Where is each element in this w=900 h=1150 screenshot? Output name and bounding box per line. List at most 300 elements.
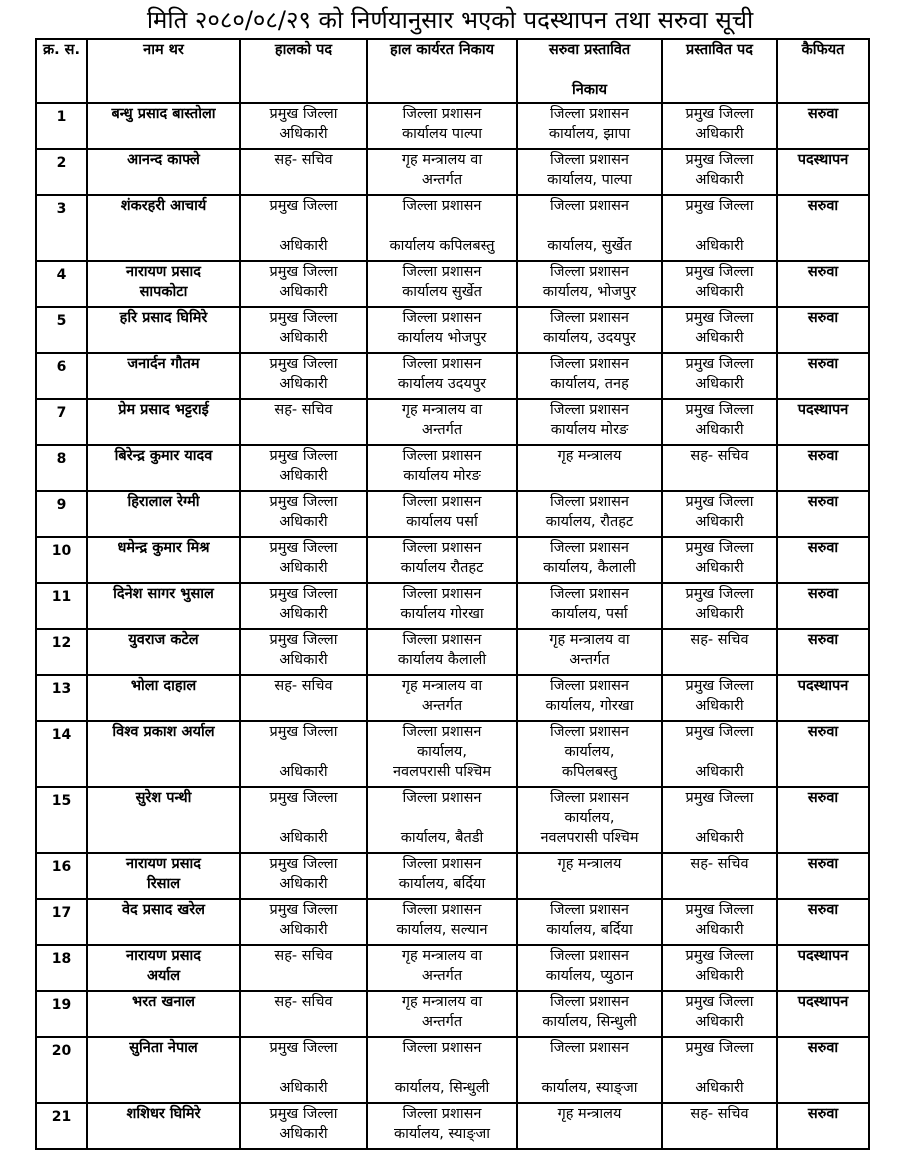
current-office-cell-line: कार्यालय, xyxy=(417,744,467,760)
proposed-post-cell-line: अधिकारी xyxy=(695,698,744,714)
current-post-cell xyxy=(240,261,367,307)
serial-number-cell: 19 xyxy=(36,991,87,1037)
serial-number-cell: 9 xyxy=(36,491,87,537)
current-post-cell-line xyxy=(243,742,364,762)
proposed-post-cell-line: प्रमुख जिल्ला xyxy=(685,264,754,280)
serial-number-cell: 13 xyxy=(36,675,87,721)
proposed-post-cell-line: प्रमुख जिल्ला xyxy=(685,790,754,806)
proposed-post-cell xyxy=(662,991,777,1037)
name-cell xyxy=(87,1103,240,1149)
name-cell xyxy=(87,675,240,721)
proposed-office-cell-line: जिल्ला प्रशासन xyxy=(550,902,629,918)
proposed-post-cell xyxy=(662,537,777,583)
proposed-post-cell-line: अधिकारी xyxy=(695,606,744,622)
name-cell xyxy=(87,853,240,899)
proposed-office-cell xyxy=(517,491,662,537)
current-office-cell-line xyxy=(370,1058,514,1078)
current-post-cell-line: प्रमुख जिल्ला xyxy=(269,632,338,648)
current-post-cell-line: प्रमुख जिल्ला xyxy=(269,356,338,372)
current-office-cell-line: कार्यालय पर्सा xyxy=(406,514,478,530)
name-cell-line: वेद प्रसाद खरेल xyxy=(122,902,205,918)
current-office-cell-line: जिल्ला प्रशासन xyxy=(402,902,482,918)
table-row xyxy=(36,1103,869,1149)
header-name: नाम थर xyxy=(87,39,240,103)
proposed-office-cell-line: कार्यालय, रौतहट xyxy=(545,514,634,530)
current-office-cell-line: कार्यालय, सल्यान xyxy=(396,922,488,938)
current-post-cell-line: सह- सचिव xyxy=(274,948,333,964)
current-post-cell-line: अधिकारी xyxy=(279,238,328,254)
current-office-cell-line: गृह मन्त्रालय वा xyxy=(401,948,483,964)
proposed-post-cell-line: प्रमुख जिल्ला xyxy=(685,106,754,122)
current-post-cell-line: प्रमुख जिल्ला xyxy=(269,264,338,280)
proposed-office-cell-line: नवलपरासी पश्चिम xyxy=(540,830,639,846)
proposed-post-cell-line: प्रमुख जिल्ला xyxy=(685,310,754,326)
proposed-post-cell-line xyxy=(665,742,774,762)
current-office-cell-line: जिल्ला प्रशासन xyxy=(402,540,482,556)
proposed-post-cell-line: अधिकारी xyxy=(695,284,744,300)
proposed-office-cell-line: गृह मन्त्रालय xyxy=(557,856,622,872)
current-post-cell-line: अधिकारी xyxy=(279,376,328,392)
proposed-office-cell-line: कार्यालय, सिन्धुली xyxy=(542,1014,637,1030)
proposed-office-cell xyxy=(517,537,662,583)
current-post-cell-line: प्रमुख जिल्ला xyxy=(269,448,338,464)
name-cell xyxy=(87,945,240,991)
current-office-cell-line: गृह मन्त्रालय वा xyxy=(401,152,483,168)
table-row xyxy=(36,445,869,491)
proposed-post-cell xyxy=(662,853,777,899)
proposed-office-cell-line: कार्यालय, स्याङ्जा xyxy=(541,1080,638,1096)
proposed-post-cell-line: प्रमुख जिल्ला xyxy=(685,994,754,1010)
proposed-office-cell-line: गृह मन्त्रालय वा xyxy=(549,632,630,648)
current-office-cell xyxy=(367,353,517,399)
current-post-cell-line: सह- सचिव xyxy=(274,994,333,1010)
page-title: मिति २०८०/०८/२९ को निर्णयानुसार भएको पदस्थापन तथा सरुवा सूची xyxy=(146,6,754,34)
current-office-cell xyxy=(367,445,517,491)
serial-number-cell: 10 xyxy=(36,537,87,583)
proposed-office-cell xyxy=(517,353,662,399)
name-cell xyxy=(87,149,240,195)
current-post-cell-line: अधिकारी xyxy=(279,764,328,780)
current-office-cell-line: जिल्ला प्रशासन xyxy=(402,106,482,122)
table-row xyxy=(36,491,869,537)
current-office-cell-line: नवलपरासी पश्चिम xyxy=(392,764,492,780)
remarks-cell: सरुवा xyxy=(777,491,869,537)
current-office-cell xyxy=(367,787,517,853)
proposed-office-cell-line: जिल्ला प्रशासन xyxy=(550,402,629,418)
current-office-cell-line: गृह मन्त्रालय वा xyxy=(401,402,483,418)
proposed-post-cell-line: अधिकारी xyxy=(695,830,744,846)
current-post-cell xyxy=(240,195,367,261)
proposed-office-cell xyxy=(517,261,662,307)
current-post-cell-line: अधिकारी xyxy=(279,514,328,530)
proposed-office-cell-line: अन्तर्गत xyxy=(569,652,610,668)
current-post-cell-line: प्रमुख जिल्ला xyxy=(269,1040,338,1056)
proposed-post-cell xyxy=(662,1103,777,1149)
current-post-cell-line: अधिकारी xyxy=(279,284,328,300)
current-office-cell xyxy=(367,103,517,149)
proposed-post-cell xyxy=(662,1037,777,1103)
current-post-cell-line: अधिकारी xyxy=(279,468,328,484)
proposed-office-cell-line: जिल्ला प्रशासन xyxy=(550,790,629,806)
serial-number-cell: 18 xyxy=(36,945,87,991)
proposed-office-cell xyxy=(517,307,662,353)
proposed-office-cell-line: कार्यालय, उदयपुर xyxy=(543,330,636,346)
proposed-post-cell-line: अधिकारी xyxy=(695,330,744,346)
header-proposed-office xyxy=(517,39,662,103)
proposed-office-cell-line: कार्यालय, बर्दिया xyxy=(546,922,633,938)
name-cell-line: सुरेश पन्थी xyxy=(135,790,192,806)
current-office-cell-line: जिल्ला प्रशासन xyxy=(402,724,482,740)
proposed-office-cell xyxy=(517,787,662,853)
current-office-cell-line: अन्तर्गत xyxy=(421,968,463,984)
current-post-cell-line: अधिकारी xyxy=(279,830,328,846)
proposed-office-cell xyxy=(517,721,662,787)
table-row xyxy=(36,537,869,583)
current-post-cell-line: प्रमुख जिल्ला xyxy=(269,856,338,872)
current-post-cell xyxy=(240,445,367,491)
proposed-office-cell xyxy=(517,991,662,1037)
current-post-cell-line: अधिकारी xyxy=(279,560,328,576)
current-post-cell-line: सह- सचिव xyxy=(274,402,333,418)
current-office-cell-line: जिल्ला प्रशासन xyxy=(402,856,482,872)
current-office-cell-line: अन्तर्गत xyxy=(421,422,463,438)
remarks-cell: सरुवा xyxy=(777,195,869,261)
proposed-post-cell-line: अधिकारी xyxy=(695,1014,744,1030)
current-office-cell-line: जिल्ला प्रशासन xyxy=(402,586,482,602)
proposed-office-cell-line: जिल्ला प्रशासन xyxy=(550,198,629,214)
remarks-cell: सरुवा xyxy=(777,721,869,787)
proposed-office-cell-line: जिल्ला प्रशासन xyxy=(550,264,629,280)
current-office-cell xyxy=(367,261,517,307)
proposed-post-cell-line: प्रमुख जिल्ला xyxy=(685,198,754,214)
current-office-cell xyxy=(367,899,517,945)
current-office-cell-line: जिल्ला प्रशासन xyxy=(402,448,482,464)
proposed-office-cell xyxy=(517,899,662,945)
current-office-cell xyxy=(367,853,517,899)
proposed-office-cell-line: जिल्ला प्रशासन xyxy=(550,356,629,372)
proposed-office-cell xyxy=(517,945,662,991)
current-post-cell-line: प्रमुख जिल्ला xyxy=(269,198,338,214)
proposed-office-cell xyxy=(517,583,662,629)
name-cell xyxy=(87,307,240,353)
remarks-cell: सरुवा xyxy=(777,353,869,399)
proposed-post-cell xyxy=(662,787,777,853)
name-cell-line: शशिधर घिमिरे xyxy=(126,1106,201,1122)
proposed-post-cell-line xyxy=(665,808,774,828)
name-cell xyxy=(87,103,240,149)
proposed-post-cell-line: अधिकारी xyxy=(695,126,744,142)
name-cell-line: हरि प्रसाद घिमिरे xyxy=(119,310,208,326)
proposed-office-cell-line: गृह मन्त्रालय xyxy=(557,1106,622,1122)
table-row xyxy=(36,675,869,721)
current-office-cell-line: जिल्ला प्रशासन xyxy=(402,1106,482,1122)
proposed-post-cell-line: प्रमुख जिल्ला xyxy=(685,1040,754,1056)
current-office-cell-line: अन्तर्गत xyxy=(421,1014,463,1030)
current-post-cell-line: प्रमुख जिल्ला xyxy=(269,1106,338,1122)
proposed-office-cell xyxy=(517,149,662,195)
remarks-cell: पदस्थापन xyxy=(777,675,869,721)
current-post-cell-line: अधिकारी xyxy=(279,330,328,346)
current-office-cell-line: जिल्ला प्रशासन xyxy=(402,494,482,510)
name-cell xyxy=(87,537,240,583)
proposed-office-cell-line: कार्यालय, xyxy=(564,744,615,760)
proposed-post-cell xyxy=(662,721,777,787)
proposed-post-cell-line: सह- सचिव xyxy=(690,1106,749,1122)
proposed-office-cell-line: कार्यालय, प्युठान xyxy=(545,968,634,984)
remarks-cell: सरुवा xyxy=(777,1037,869,1103)
current-post-cell-line: प्रमुख जिल्ला xyxy=(269,106,338,122)
current-post-cell xyxy=(240,1037,367,1103)
proposed-office-cell-line: कार्यालय, कैलाली xyxy=(543,560,636,576)
current-office-cell xyxy=(367,675,517,721)
name-cell xyxy=(87,445,240,491)
remarks-cell: सरुवा xyxy=(777,445,869,491)
current-post-cell xyxy=(240,721,367,787)
current-post-cell-line: अधिकारी xyxy=(279,126,328,142)
name-cell-line: युवराज कटेल xyxy=(128,632,199,648)
current-office-cell-line: कार्यालय पाल्पा xyxy=(401,126,483,142)
proposed-post-cell xyxy=(662,149,777,195)
current-post-cell-line: प्रमुख जिल्ला xyxy=(269,790,338,806)
proposed-post-cell xyxy=(662,899,777,945)
current-office-cell xyxy=(367,945,517,991)
proposed-post-cell-line: अधिकारी xyxy=(695,172,744,188)
name-cell-line: बन्धु प्रसाद बास्तोला xyxy=(111,106,216,122)
current-office-cell-line: जिल्ला प्रशासन xyxy=(402,632,482,648)
remarks-cell: पदस्थापन xyxy=(777,399,869,445)
proposed-post-cell-line: अधिकारी xyxy=(695,922,744,938)
current-post-cell xyxy=(240,103,367,149)
current-post-cell-line: सह- सचिव xyxy=(274,152,333,168)
serial-number-cell: 14 xyxy=(36,721,87,787)
header-sn: क्र. स. xyxy=(36,39,87,103)
current-post-cell-line: प्रमुख जिल्ला xyxy=(269,724,338,740)
name-cell xyxy=(87,491,240,537)
proposed-post-cell-line: प्रमुख जिल्ला xyxy=(685,356,754,372)
current-post-cell-line xyxy=(243,808,364,828)
proposed-office-cell-line: जिल्ला प्रशासन xyxy=(550,724,629,740)
current-post-cell xyxy=(240,1103,367,1149)
current-office-cell xyxy=(367,399,517,445)
current-office-cell-line xyxy=(370,808,514,828)
name-cell-line: भोला दाहाल xyxy=(130,678,197,694)
serial-number-cell: 3 xyxy=(36,195,87,261)
current-office-cell-line: जिल्ला प्रशासन xyxy=(402,264,482,280)
current-office-cell-line: कार्यालय सुर्खेत xyxy=(402,284,482,300)
serial-number-cell: 6 xyxy=(36,353,87,399)
proposed-post-cell-line xyxy=(665,216,774,236)
name-cell-line: शंकरहरी आचार्य xyxy=(120,198,207,214)
current-post-cell xyxy=(240,629,367,675)
proposed-office-cell xyxy=(517,1037,662,1103)
header-remarks: कैफियत xyxy=(777,39,869,103)
current-post-cell xyxy=(240,353,367,399)
header-row xyxy=(36,39,869,103)
current-office-cell-line: कार्यालय कैलाली xyxy=(397,652,487,668)
current-post-cell-line: प्रमुख जिल्ला xyxy=(269,310,338,326)
name-cell-line: रिसाल xyxy=(146,876,181,892)
current-post-cell-line: अधिकारी xyxy=(279,652,328,668)
proposed-office-cell xyxy=(517,1103,662,1149)
serial-number-cell: 4 xyxy=(36,261,87,307)
table-row xyxy=(36,787,869,853)
serial-number-cell: 17 xyxy=(36,899,87,945)
name-cell-line: नारायण प्रसाद xyxy=(126,948,201,964)
current-office-cell-line: जिल्ला प्रशासन xyxy=(402,310,482,326)
name-cell xyxy=(87,353,240,399)
name-cell-line: आनन्द काफ्ले xyxy=(127,152,200,168)
current-office-cell-line: गृह मन्त्रालय वा xyxy=(401,678,483,694)
proposed-post-cell-line: अधिकारी xyxy=(695,376,744,392)
proposed-post-cell-line: प्रमुख जिल्ला xyxy=(685,724,754,740)
current-office-cell-line: कार्यालय, बर्दिया xyxy=(398,876,486,892)
proposed-office-cell xyxy=(517,399,662,445)
proposed-office-cell xyxy=(517,675,662,721)
proposed-office-cell-line xyxy=(520,216,659,236)
current-office-cell-line: कार्यालय, सिन्धुली xyxy=(394,1080,490,1096)
proposed-office-cell-line: गृह मन्त्रालय xyxy=(557,448,622,464)
proposed-post-cell xyxy=(662,353,777,399)
name-cell-line: सुनिता नेपाल xyxy=(129,1040,198,1056)
name-cell-line: नारायण प्रसाद xyxy=(126,856,201,872)
current-office-cell xyxy=(367,1037,517,1103)
table-row xyxy=(36,195,869,261)
proposed-post-cell-line: अधिकारी xyxy=(695,422,744,438)
header-proposed-office-line2: निकाय xyxy=(571,82,608,98)
proposed-office-cell-line: कार्यालय, गोरखा xyxy=(545,698,634,714)
current-post-cell-line xyxy=(243,216,364,236)
current-office-cell-line: जिल्ला प्रशासन xyxy=(402,198,482,214)
serial-number-cell: 21 xyxy=(36,1103,87,1149)
current-post-cell-line: प्रमुख जिल्ला xyxy=(269,494,338,510)
header-proposed-post: प्रस्तावित पद xyxy=(662,39,777,103)
name-cell xyxy=(87,787,240,853)
proposed-post-cell-line: अधिकारी xyxy=(695,968,744,984)
current-post-cell xyxy=(240,307,367,353)
current-post-cell-line: अधिकारी xyxy=(279,922,328,938)
current-office-cell xyxy=(367,583,517,629)
current-office-cell xyxy=(367,537,517,583)
current-office-cell-line: कार्यालय कपिलबस्तु xyxy=(389,238,495,254)
current-office-cell-line xyxy=(370,216,514,236)
name-cell-line: भरत खनाल xyxy=(132,994,195,1010)
proposed-office-cell-line: जिल्ला प्रशासन xyxy=(550,152,629,168)
proposed-office-cell-line: जिल्ला प्रशासन xyxy=(550,678,629,694)
header-proposed-office-line1: सरुवा प्रस्तावित xyxy=(548,42,631,58)
proposed-office-cell-line: कार्यालय, भोजपुर xyxy=(542,284,637,300)
proposed-post-cell-line: अधिकारी xyxy=(695,1080,744,1096)
serial-number-cell: 1 xyxy=(36,103,87,149)
proposed-post-cell-line xyxy=(665,1058,774,1078)
current-office-cell-line: कार्यालय, स्याङ्जा xyxy=(393,1126,491,1142)
current-post-cell-line: प्रमुख जिल्ला xyxy=(269,540,338,556)
name-cell-line: बिरेन्द्र कुमार यादव xyxy=(114,448,213,464)
proposed-office-cell-line: जिल्ला प्रशासन xyxy=(550,1040,629,1056)
current-office-cell xyxy=(367,629,517,675)
proposed-office-cell xyxy=(517,445,662,491)
serial-number-cell: 2 xyxy=(36,149,87,195)
proposed-post-cell-line: सह- सचिव xyxy=(690,856,749,872)
table-row xyxy=(36,149,869,195)
proposed-office-cell-line: जिल्ला प्रशासन xyxy=(550,494,629,510)
current-post-cell-line: अधिकारी xyxy=(279,606,328,622)
current-post-cell xyxy=(240,675,367,721)
proposed-office-cell-line: कार्यालय, xyxy=(564,810,615,826)
proposed-post-cell-line: अधिकारी xyxy=(695,514,744,530)
proposed-office-cell-line: कार्यालय, झापा xyxy=(548,126,631,142)
table-row xyxy=(36,899,869,945)
name-cell-line: धमेन्द्र कुमार मिश्र xyxy=(117,540,210,556)
current-post-cell xyxy=(240,537,367,583)
remarks-cell: सरुवा xyxy=(777,853,869,899)
name-cell-line: नारायण प्रसाद xyxy=(126,264,201,280)
current-office-cell-line: जिल्ला प्रशासन xyxy=(402,1040,482,1056)
current-post-cell-line xyxy=(243,1058,364,1078)
proposed-office-cell-line xyxy=(520,1058,659,1078)
current-post-cell-line: अधिकारी xyxy=(279,1080,328,1096)
current-post-cell xyxy=(240,149,367,195)
current-post-cell xyxy=(240,491,367,537)
remarks-cell: पदस्थापन xyxy=(777,991,869,1037)
remarks-cell: सरुवा xyxy=(777,103,869,149)
proposed-post-cell xyxy=(662,675,777,721)
name-cell xyxy=(87,629,240,675)
proposed-office-cell xyxy=(517,195,662,261)
current-post-cell xyxy=(240,945,367,991)
proposed-post-cell xyxy=(662,261,777,307)
name-cell-line: हिरालाल रेग्मी xyxy=(127,494,200,510)
name-cell-line: दिनेश सागर भुसाल xyxy=(113,586,214,602)
table-row xyxy=(36,945,869,991)
proposed-office-cell-line: कार्यालय, पाल्पा xyxy=(547,172,632,188)
table-row xyxy=(36,103,869,149)
current-office-cell xyxy=(367,307,517,353)
current-office-cell-line: अन्तर्गत xyxy=(421,172,463,188)
remarks-cell: सरुवा xyxy=(777,261,869,307)
table-row xyxy=(36,261,869,307)
proposed-office-cell-line: कार्यालय, तनह xyxy=(550,376,629,392)
current-post-cell-line: प्रमुख जिल्ला xyxy=(269,902,338,918)
current-office-cell-line: जिल्ला प्रशासन xyxy=(402,356,482,372)
current-office-cell-line: अन्तर्गत xyxy=(421,698,463,714)
remarks-cell: सरुवा xyxy=(777,537,869,583)
remarks-cell: सरुवा xyxy=(777,307,869,353)
current-office-cell-line: कार्यालय उदयपुर xyxy=(397,376,487,392)
table-row xyxy=(36,991,869,1037)
current-office-cell-line: कार्यालय गोरखा xyxy=(400,606,484,622)
name-cell xyxy=(87,1037,240,1103)
serial-number-cell: 11 xyxy=(36,583,87,629)
proposed-post-cell xyxy=(662,195,777,261)
proposed-post-cell-line: प्रमुख जिल्ला xyxy=(685,540,754,556)
table-row xyxy=(36,399,869,445)
transfer-table xyxy=(35,38,870,1150)
name-cell xyxy=(87,721,240,787)
current-office-cell-line: गृह मन्त्रालय वा xyxy=(401,994,483,1010)
remarks-cell: सरुवा xyxy=(777,629,869,675)
name-cell xyxy=(87,195,240,261)
current-office-cell xyxy=(367,195,517,261)
current-post-cell xyxy=(240,583,367,629)
current-post-cell xyxy=(240,399,367,445)
name-cell xyxy=(87,399,240,445)
current-office-cell-line: कार्यालय मोरङ xyxy=(403,468,481,484)
current-post-cell-line: अधिकारी xyxy=(279,876,328,892)
serial-number-cell: 15 xyxy=(36,787,87,853)
proposed-office-cell-line: जिल्ला प्रशासन xyxy=(550,994,629,1010)
remarks-cell: पदस्थापन xyxy=(777,945,869,991)
proposed-office-cell-line: जिल्ला प्रशासन xyxy=(550,586,629,602)
